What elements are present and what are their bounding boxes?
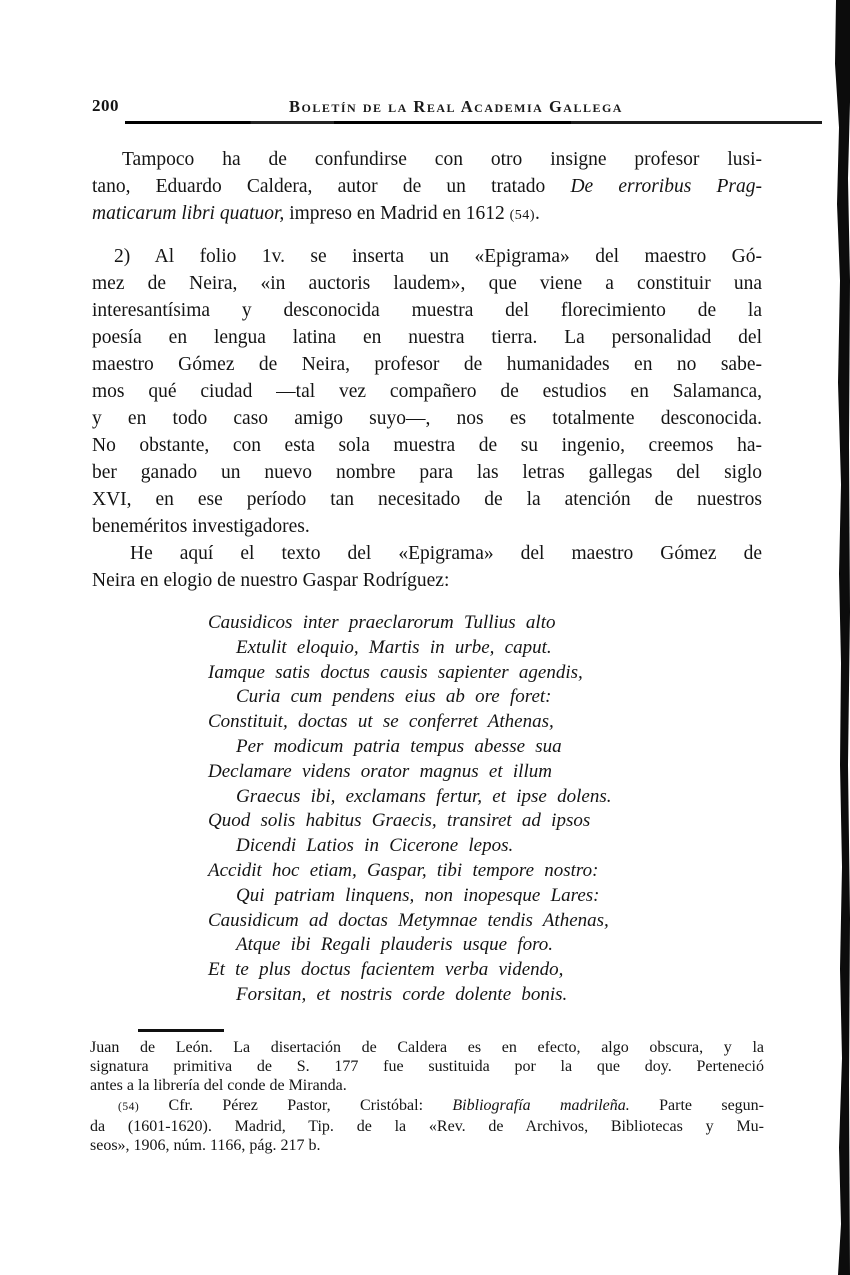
footnote-reference: (54) [509,207,535,223]
text-segment: maticarum libri quatuor, [92,203,285,224]
text-line [92,324,762,351]
poem-line: Curia cum pendens eius ab ore foret: [236,686,552,708]
text-segment: mez de Neira, «in auctoris laudem», que viene a constituir una [92,273,762,294]
text-segment: . [535,203,540,224]
footnote-line [90,1117,764,1136]
page-number: 200 [92,96,119,115]
body-paragraphs [92,146,762,594]
poem-line: Causidicos inter praeclarorum Tullius alto [208,612,556,633]
footnote-paragraph [90,1096,764,1156]
poem-line: Atque ibi Regali plauderis usque foro. [236,934,554,956]
text-segment: Cfr. Pérez Pastor, Cristóbal: [139,1096,453,1114]
text-line [92,486,762,513]
epigram-poem [92,611,762,1008]
text-line [92,459,762,486]
footnote-line [90,1076,764,1095]
text-line [92,351,762,378]
paragraph [92,243,762,540]
poem-line: Et te plus doctus facientem verba videndo, [208,959,564,981]
text-line [92,270,762,297]
footnote-line [90,1038,764,1057]
text-line [92,297,762,324]
footnote-paragraph [90,1038,764,1096]
footnote-line [90,1096,764,1117]
footnote-reference: (54) [118,1100,140,1113]
text-line [92,173,762,200]
poem-line: Declamare videns orator magnus et illum [208,760,552,782]
poem-line: Qui patriam linquens, non inopesque Lares: [236,884,600,906]
text-segment: antes a la librería del conde de Miranda. [90,1077,347,1095]
paragraph [92,146,762,229]
text-segment: De erroribus Prag- [570,176,762,197]
poem-line: Extulit eloquio, Martis in urbe, caput. [236,636,552,658]
footnotes [90,1038,764,1155]
text-segment: Bibliografía madrileña. [452,1096,630,1114]
footnote-separator [138,1029,224,1032]
text-segment: Tampoco ha de confundirse con otro insigne profesor lusi- [122,149,762,170]
text-line [92,146,762,173]
poem-line: Per modicum patria tempus abesse sua [236,735,562,757]
text-segment: y en todo caso amigo suyo—, nos es totalmente desconocida. [92,408,762,429]
text-segment: No obstante, con esta sola muestra de su ingenio, creemos ha- [92,435,762,456]
text-segment: da (1601-1620). Madrid, Tip. de la «Rev. de Archivos, Bibliotecas y Mu- [90,1117,764,1135]
poem-line: Forsitan, et nostris corde dolente bonis. [236,983,568,1005]
text-segment: seos», 1906, núm. 1166, pág. 217 b. [90,1137,321,1155]
text-segment: beneméritos investigadores. [92,516,310,537]
text-segment: XVI, en ese período tan necesitado de la atención de nuestros [92,489,762,510]
scan-edge-artifact [828,0,850,1275]
paragraph [92,540,762,594]
text-segment: Juan de León. La disertación de Caldera es en efecto, algo obscura, y la [90,1039,764,1056]
footnote-line [90,1057,764,1076]
poem-line: Constituit, doctas ut se conferret Athenas, [208,711,554,733]
page-header [92,96,820,120]
poem-line: Accidit hoc etiam, Gaspar, tibi tempore nostro: [208,859,599,881]
journal-title: Boletín de la Real Academia Gallega [289,97,623,116]
text-line [92,405,762,432]
text-segment: interesantísima y desconocida muestra del florecimiento de la [92,300,762,321]
text-segment: signatura primitiva de S. 177 fue sustituida por la que doy. Perteneció [90,1058,764,1076]
poem-line: Iamque satis doctus causis sapienter agendis, [208,661,583,683]
text-segment: impreso en Madrid en 1612 [284,203,510,224]
text-line [92,200,762,229]
text-line [92,378,762,405]
poem-line: Quod solis habitus Graecis, transiret ad ipsos [208,810,591,832]
text-line [92,432,762,459]
text-segment: tano, Eduardo Caldera, autor de un tratado [92,176,571,197]
poem-line: Graecus ibi, exclamans fertur, et ipse dolens. [236,785,612,807]
text-line [92,567,762,594]
header-rule [125,121,822,124]
poem-line: Dicendi Latios in Cicerone lepos. [236,835,514,857]
text-line [92,513,762,540]
text-segment: He aquí el texto del «Epigrama» del maestro Gómez de [130,543,762,564]
poem-line: Causidicum ad doctas Metymnae tendis Athenas, [208,909,609,931]
page-body [92,146,762,1008]
text-line [92,243,762,270]
text-segment: ber ganado un nuevo nombre para las letras gallegas del siglo [92,462,762,483]
text-segment: Neira en elogio de nuestro Gaspar Rodríguez: [92,570,450,591]
text-segment: mos qué ciudad —tal vez compañero de estudios en Salamanca, [92,381,762,402]
text-segment: 2) Al folio 1v. se inserta un «Epigrama» del maestro Gó- [114,246,762,267]
footnote-line [90,1136,764,1155]
text-segment: Parte segun- [629,1096,765,1114]
text-segment: poesía en lengua latina en nuestra tierra. La personalidad del [92,327,762,348]
text-segment: maestro Gómez de Neira, profesor de humanidades en no sabe- [92,354,762,375]
text-line [92,540,762,567]
